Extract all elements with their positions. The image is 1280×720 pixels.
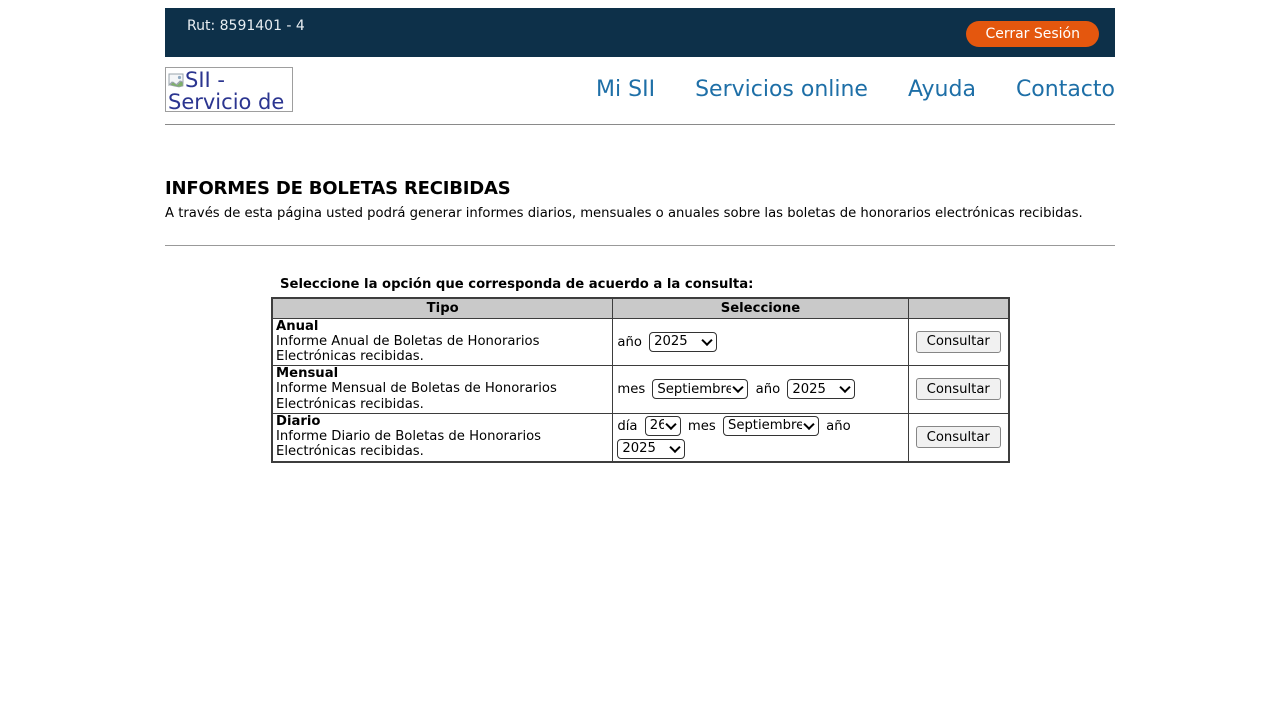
nav-contacto[interactable]: Contacto (1015, 77, 1115, 102)
row-description-anual: Informe Anual de Boletas de Honorarios Electrónicas recibidas. (276, 333, 540, 364)
row-type-diario: Diario (276, 413, 321, 429)
site-header (165, 67, 1115, 125)
day-label: día (617, 418, 638, 434)
column-header-seleccione: Seleccione (613, 298, 908, 318)
main-nav (596, 77, 1115, 102)
year-label: año (826, 418, 851, 434)
broken-image-icon (168, 73, 184, 89)
selection-prompt: Seleccione la opción que corresponda de acuerdo a la consulta: (280, 277, 754, 292)
table-row-anual (272, 318, 1009, 366)
nav-servicios-online[interactable]: Servicios online (695, 77, 868, 102)
diario-year-select[interactable] (617, 439, 685, 459)
year-label: año (617, 334, 642, 350)
chevron-down-icon (787, 379, 855, 399)
chevron-down-icon (617, 439, 685, 459)
anual-year-select[interactable] (649, 332, 717, 352)
chevron-down-icon (652, 379, 748, 399)
page-description: A través de esta página usted podrá generar informes diarios, mensuales o anuales sobre las boletas de honorarios electrónicas recibidas. (165, 206, 1083, 221)
diario-controls-line2 (617, 439, 903, 459)
report-options-table (271, 297, 1010, 463)
consultar-anual-button[interactable]: Consultar (916, 331, 1001, 353)
column-header-tipo: Tipo (272, 298, 613, 318)
row-description-diario: Informe Diario de Boletas de Honorarios Electrónicas recibidas. (276, 428, 542, 460)
row-description-mensual: Informe Mensual de Boletas de Honorarios Electrónicas recibidas. (276, 381, 557, 412)
sii-logo-broken-image[interactable] (165, 67, 293, 112)
column-header-actions (908, 298, 1009, 318)
diario-day-select[interactable] (645, 416, 681, 436)
logo-alt-text: SII - Servicio de (168, 68, 285, 112)
row-type-anual: Anual (276, 318, 319, 334)
rut-label: Rut: 8591401 - 4 (187, 18, 305, 34)
page-title: INFORMES DE BOLETAS RECIBIDAS (165, 178, 511, 199)
chevron-down-icon (649, 332, 717, 352)
nav-ayuda[interactable]: Ayuda (907, 77, 976, 102)
table-header-row (272, 298, 1009, 318)
month-label: mes (687, 418, 716, 434)
table-row-diario (272, 413, 1009, 462)
consultar-diario-button[interactable]: Consultar (916, 426, 1001, 448)
mensual-month-select[interactable] (652, 379, 748, 399)
session-topbar (165, 8, 1115, 57)
mensual-year-select[interactable] (787, 379, 855, 399)
month-label: mes (617, 382, 646, 398)
nav-mi-sii[interactable]: Mi SII (596, 77, 656, 102)
page-container (165, 8, 1115, 463)
chevron-down-icon (723, 416, 819, 436)
consultar-mensual-button[interactable]: Consultar (916, 378, 1001, 400)
diario-controls-line1 (617, 416, 903, 436)
table-row-mensual (272, 366, 1009, 414)
section-divider (165, 245, 1115, 246)
year-label: año (755, 382, 781, 398)
diario-month-select[interactable] (723, 416, 819, 436)
logout-button[interactable]: Cerrar Sesión (966, 21, 1099, 47)
chevron-down-icon (645, 416, 681, 436)
row-type-mensual: Mensual (276, 366, 339, 382)
